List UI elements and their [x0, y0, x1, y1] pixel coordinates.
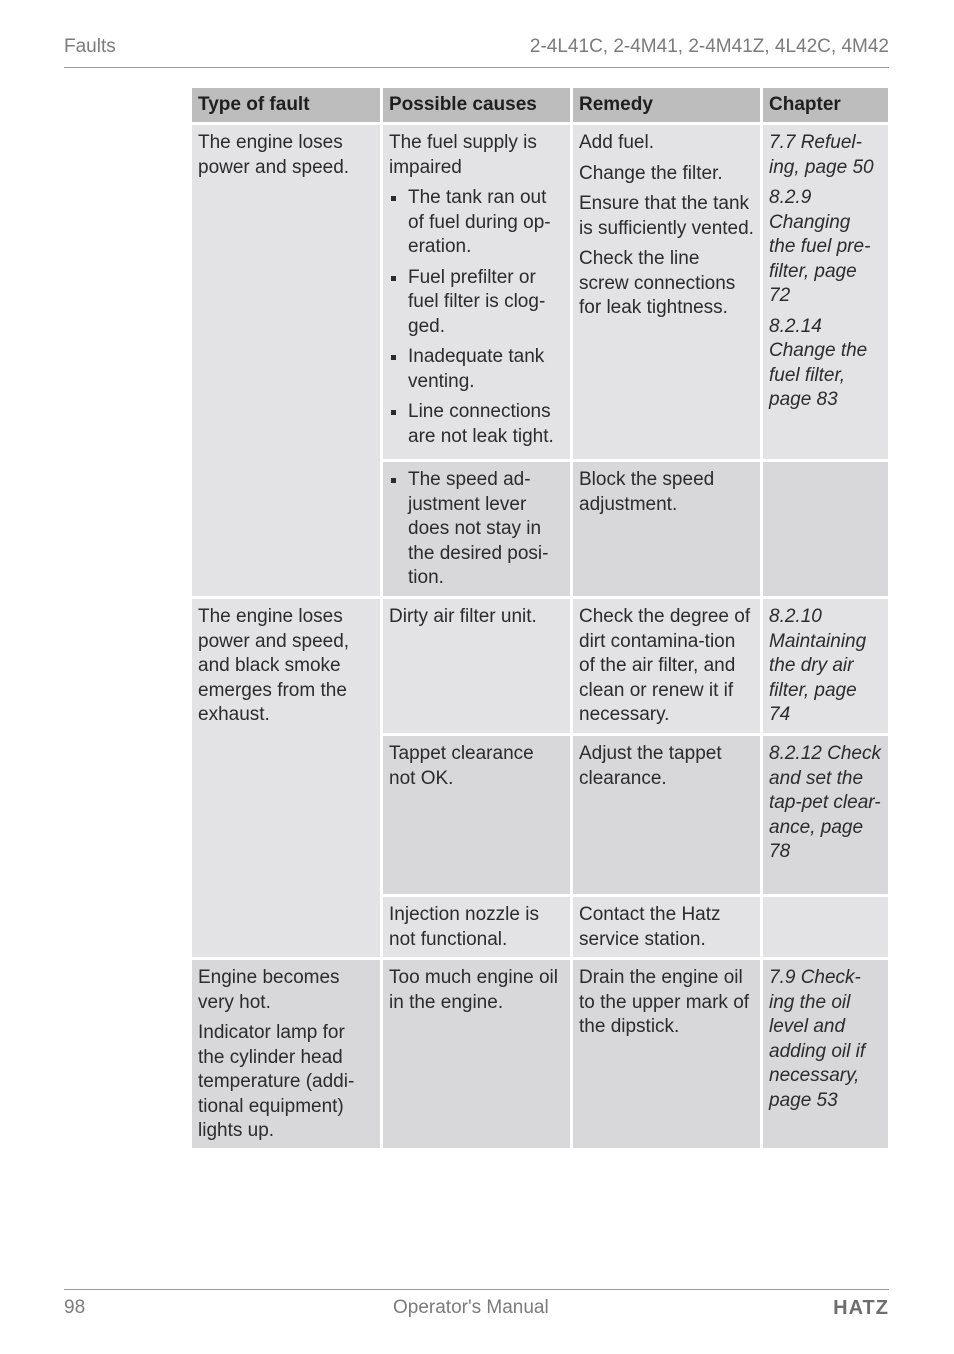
chapter-cell	[763, 462, 888, 596]
list-item: Inadequate tank venting.	[389, 345, 564, 394]
column-header-possible-causes: Possible causes	[383, 88, 570, 122]
cause-intro: The fuel supply is impaired	[389, 132, 537, 178]
remedy-cell	[573, 960, 760, 1148]
chapter-reference: 7.9 Check-ing the oil level and adding oil if necessary, page 53	[769, 967, 866, 1111]
page-number: 98	[64, 1297, 86, 1318]
cause-cell	[383, 125, 570, 459]
cause-text: Tappet clearance not OK.	[389, 743, 534, 789]
fault-text: Engine becomes very hot.	[198, 967, 340, 1013]
cause-cell	[383, 599, 570, 733]
cause-cell	[383, 462, 570, 596]
cause-text: Too much engine oil in the engine.	[389, 967, 558, 1013]
remedy-cell	[573, 462, 760, 596]
brand-logo: HATZ	[833, 1297, 889, 1319]
chapter-cell	[763, 736, 888, 894]
list-item: Line connections are not leak tight.	[389, 400, 564, 449]
chapter-reference: 8.2.14 Change the fuel filter, page 83	[769, 315, 868, 410]
remedy-text: Drain the engine oil to the upper mark of the dipstick.	[579, 967, 750, 1037]
chapter-reference: 8.2.10 Maintaining the dry air filter, page 74	[769, 606, 867, 725]
fault-text: The engine loses power and speed.	[198, 132, 350, 178]
fault-cell	[192, 125, 380, 596]
fault-cell	[192, 599, 380, 957]
fault-cell	[192, 960, 380, 1148]
list-item: Fuel prefilter or fuel filter is clog-ged.	[389, 266, 564, 340]
remedy-text: Contact the Hatz service station.	[579, 904, 721, 950]
remedy-text: Check the degree of dirt contamina-tion of the air filter, and clean or renew it if necessary.	[579, 606, 751, 725]
remedy-text: Change the filter.	[579, 162, 723, 184]
page-footer	[64, 1297, 889, 1321]
remedy-text: Adjust the tappet clearance.	[579, 743, 722, 789]
table-row	[192, 125, 888, 459]
section-title: Faults	[64, 36, 116, 57]
cause-cell	[383, 960, 570, 1148]
cause-cell	[383, 897, 570, 957]
chapter-reference: 8.2.9 Changing the fuel pre-filter, page 72	[769, 187, 871, 306]
header-divider	[64, 67, 889, 68]
remedy-cell	[573, 125, 760, 459]
cause-cell	[383, 736, 570, 894]
remedy-cell	[573, 736, 760, 894]
column-header-remedy: Remedy	[573, 88, 760, 122]
page-header	[64, 36, 889, 60]
fault-text: The engine loses power and speed, and black smoke emerges from the exhaust.	[198, 606, 350, 725]
footer-divider	[64, 1289, 889, 1290]
chapter-cell	[763, 897, 888, 957]
cause-list	[389, 186, 564, 449]
cause-list	[389, 468, 564, 591]
fault-table	[189, 85, 891, 1151]
fault-text: Indicator lamp for the cylinder head temperature (addi-tional equipment) lights up.	[198, 1022, 355, 1141]
table-row	[192, 599, 888, 733]
table-header-row	[192, 88, 888, 122]
manual-title: Operator's Manual	[393, 1297, 549, 1318]
remedy-text: Block the speed adjustment.	[579, 469, 715, 515]
remedy-text: Ensure that the tank is sufficiently vented.	[579, 193, 754, 239]
remedy-text: Add fuel.	[579, 132, 654, 153]
table-row	[192, 960, 888, 1148]
chapter-reference: 7.7 Refuel-ing, page 50	[769, 132, 874, 178]
chapter-cell	[763, 125, 888, 459]
chapter-cell	[763, 960, 888, 1148]
cause-text: Injection nozzle is not functional.	[389, 904, 539, 950]
list-item: The tank ran out of fuel during op-eration.	[389, 186, 564, 260]
column-header-type-of-fault: Type of fault	[192, 88, 380, 122]
chapter-cell	[763, 599, 888, 733]
model-list: 2-4L41C, 2-4M41, 2-4M41Z, 4L42C, 4M42	[529, 36, 889, 57]
remedy-cell	[573, 897, 760, 957]
list-item: The speed ad-justment lever does not stay in the desired posi-tion.	[389, 468, 564, 591]
column-header-chapter: Chapter	[763, 88, 888, 122]
chapter-reference: 8.2.12 Check and set the tap-pet clear-ance, page 78	[769, 743, 881, 862]
cause-text: Dirty air filter unit.	[389, 606, 537, 627]
remedy-text: Check the line screw connections for leak tightness.	[579, 248, 736, 318]
remedy-cell	[573, 599, 760, 733]
